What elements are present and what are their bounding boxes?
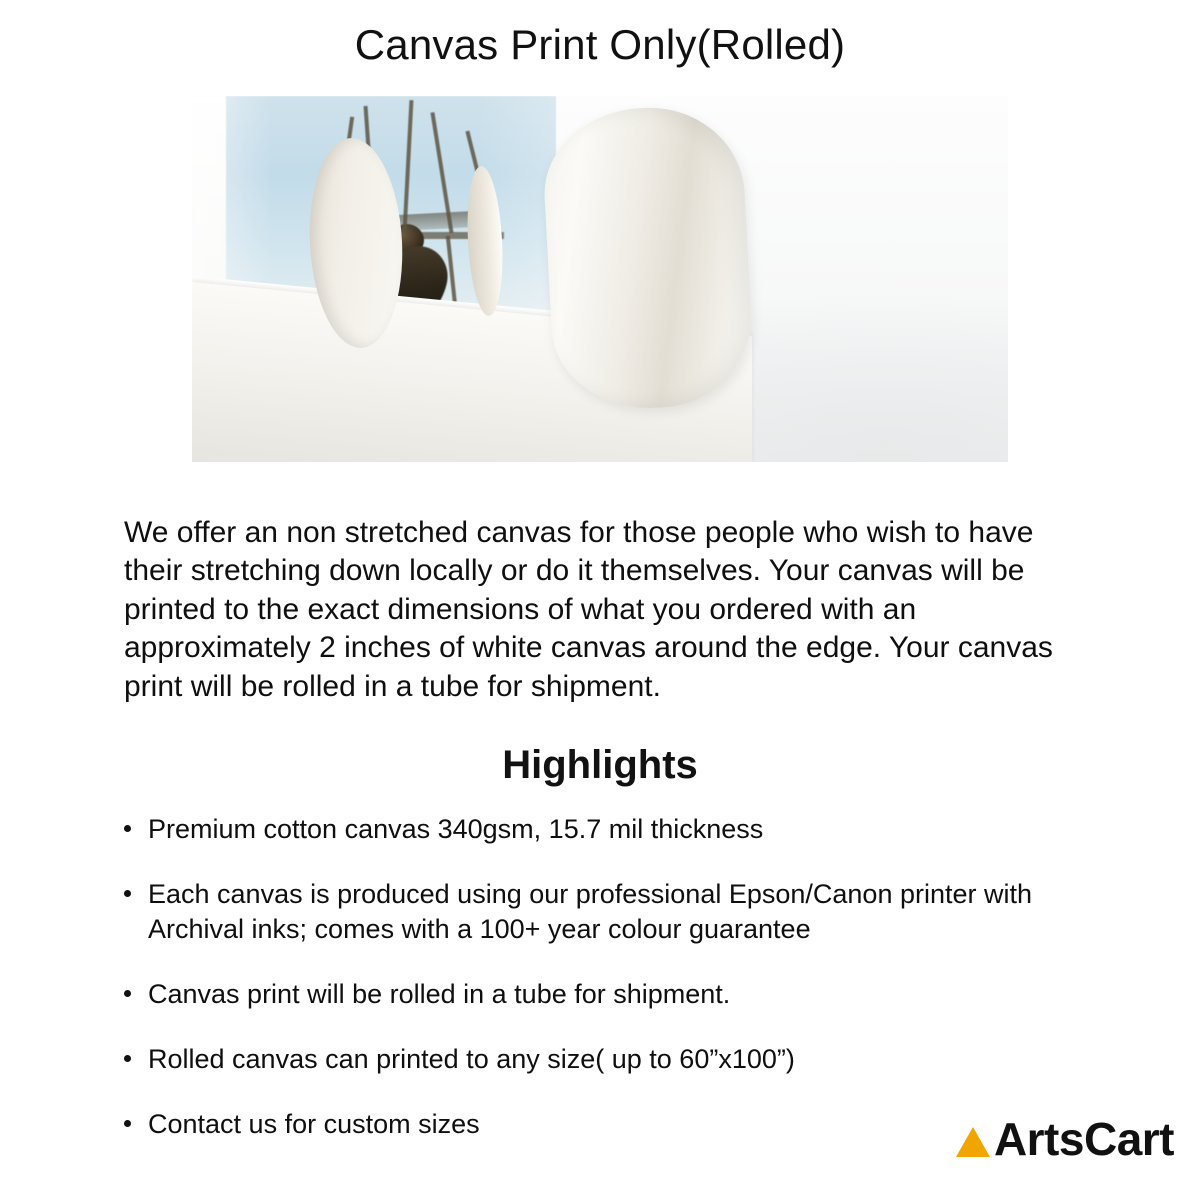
list-item [122,877,1122,947]
list-item-text: Rolled canvas can printed to any size( up to 60”x100”) [148,1044,795,1075]
list-item [122,812,1122,847]
list-item [122,1042,1122,1077]
canvas-roll-curl [540,103,755,413]
product-photo-canvas [192,96,1008,462]
page-title: Canvas Print Only(Rolled) [354,21,846,68]
subject-leg-3 [403,100,414,232]
brand-logo [956,1112,1174,1166]
highlights-heading: Highlights [502,743,698,788]
product-image [192,96,1008,462]
list-item-text: Contact us for custom sizes [148,1109,480,1140]
brand-name-part1: Arts [993,1113,1084,1165]
bullet-icon [124,1120,131,1127]
bullet-icon [124,990,131,997]
list-item-text: Canvas print will be rolled in a tube for shipment. [148,979,731,1010]
list-item [122,977,1122,1012]
bullet-icon [124,890,131,897]
product-description: We offer an non stretched canvas for those people who wish to have their stretching down locally or do it themselves. Your canvas will be printed to the exact dimensions of what you ordered with an approximately 2 inches of white canvas around the edge. Your canvas print will be rolled in a tube for shipment. [124,516,1053,703]
triangle-icon [956,1127,990,1157]
list-item-text: Each canvas is produced using our professional Epson/Canon printer with Archival inks; comes with a 100+ year colour guarantee [148,879,1033,945]
brand-name-part2: Cart [1083,1113,1174,1165]
bullet-icon [124,1055,131,1062]
subject-leg-4 [430,112,453,233]
list-item-text: Premium cotton canvas 340gsm, 15.7 mil thickness [148,814,764,844]
bullet-icon [124,825,131,832]
